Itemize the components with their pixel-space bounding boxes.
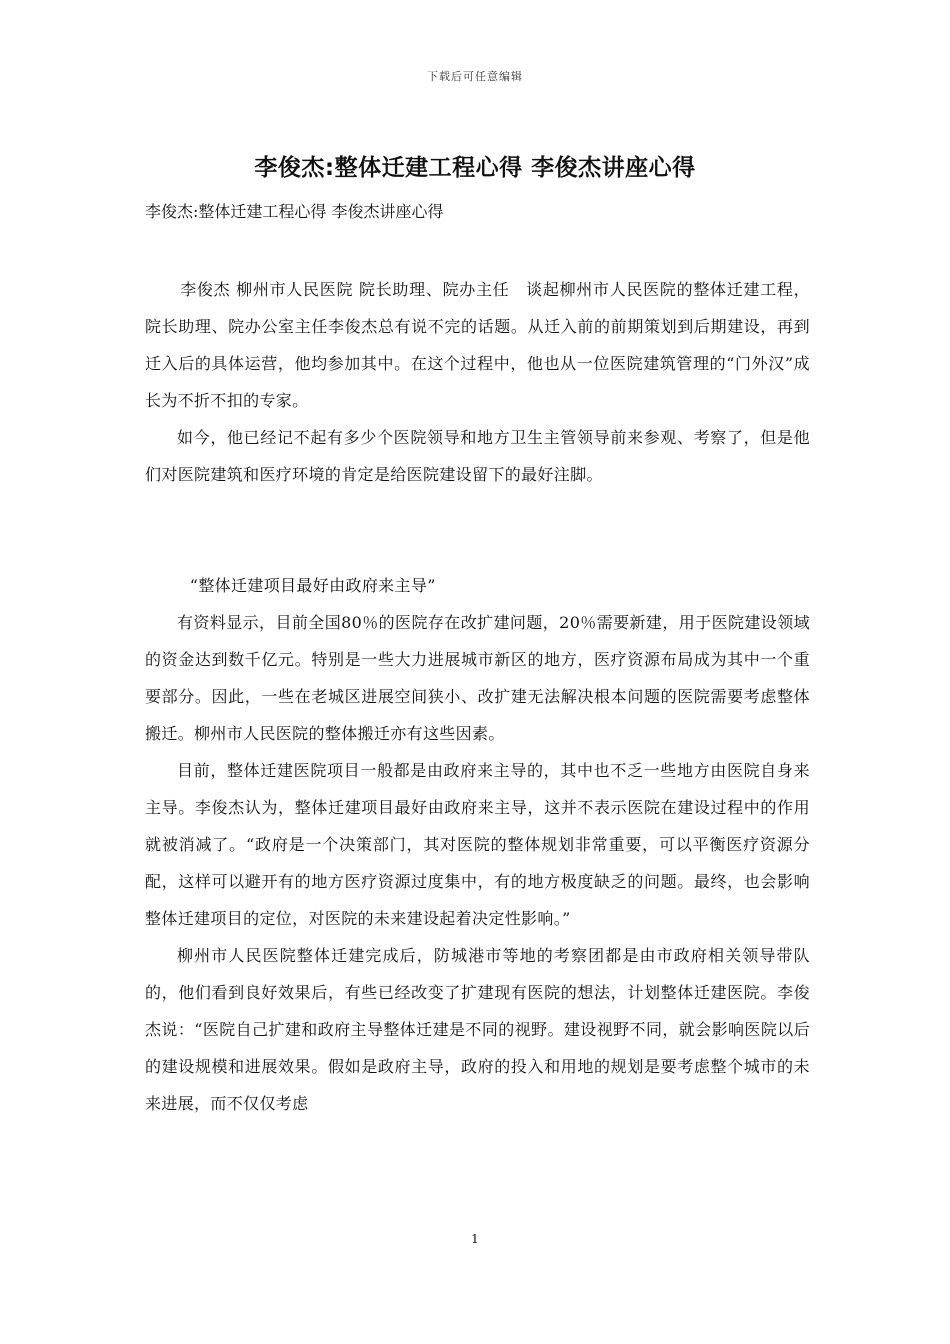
paragraph-delegations: 柳州市人民医院整体迁建完成后，防城港市等地的考察团都是由市政府相关领导带队的，他们看到良好效果后，有些已经改变了扩建现有医院的想法，计划整体迁建医院。李俊杰说：“医院自己扩建和政府主导整体迁建是不同的视野。建设视野不同，就会影响医院以后的建设规模和进展效果。假如是政府主导，政府的投入和用地的规划是要考虑整个城市的未来进展，而不仅仅考虑 [145,946,810,1113]
document-subtitle: 李俊杰:整体迁建工程心得 李俊杰讲座心得 [145,202,444,221]
document-title: 李俊杰:整体迁建工程心得 李俊杰讲座心得 [254,155,696,181]
section-spacer [145,493,810,567]
page-number: 1 [471,1232,479,1246]
paragraph-government-led: 目前，整体迁建医院项目一般都是由政府来主导的，其中也不乏一些地方由医院自身来主导。李俊杰认为，整体迁建项目最好由政府来主导，这并不表示医院在建设过程中的作用就被消减了。“政府是一个决策部门，其对医院的整体规划非常重要，可以平衡医疗资源分配，这样可以避开有的地方医疗资源过度集中，有的地方极度缺乏的问题。最终，也会影响整体迁建项目的定位，对医院的未来建设起着决定性影响。” [145,761,810,928]
header-note: 下载后可任意编辑 [427,70,523,83]
document-body [145,271,810,1122]
section-heading-quote: “整体迁建项目最好由政府来主导” [189,576,436,595]
paragraph-visitors: 如今，他已经记不起有多少个医院领导和地方卫生主管领导前来参观、考察了，但是他们对医院建筑和医疗环境的肯定是给医院建设留下的最好注脚。 [145,428,810,484]
paragraph-statistics: 有资料显示，目前全国80％的医院存在改扩建问题，20％需要新建，用于医院建设领域的资金达到数千亿元。特别是一些大力进展城市新区的地方，医疗资源布局成为其中一个重要部分。因此，一些在老城区进展空间狭小、改扩建无法解决根本问题的医院需要考虑整体搬迁。柳州市人民医院的整体搬迁亦有这些因素。 [145,613,810,743]
paragraph-intro: 李俊杰 柳州市人民医院 院长助理、院办主任 谈起柳州市人民医院的整体迁建工程，院长助理、院办公室主任李俊杰总有说不完的话题。从迁入前的前期策划到后期建设，再到迁入后的具体运营，他均参加其中。在这个过程中，他也从一位医院建筑管理的“门外汉”成长为不折不扣的专家。 [145,280,810,410]
